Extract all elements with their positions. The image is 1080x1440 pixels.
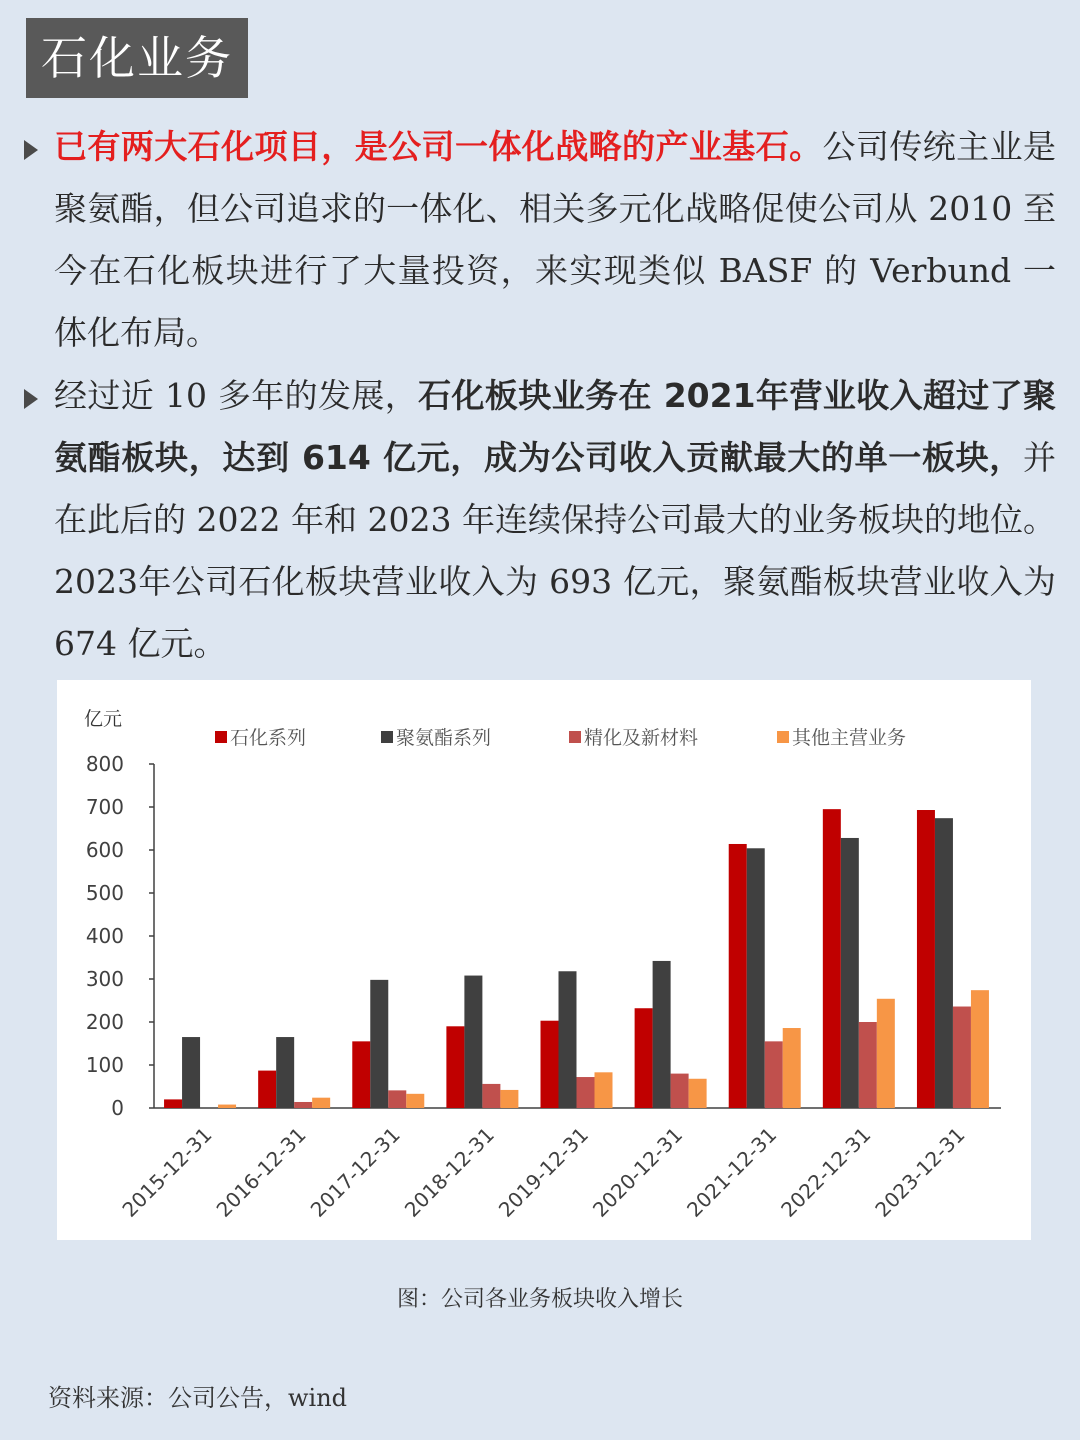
revenue-bar-chart xyxy=(57,680,1031,1240)
legend-label: 精化及新材料 xyxy=(584,727,699,749)
figure-caption: 图：公司各业务板块收入增长 xyxy=(396,1287,683,1312)
bar-3 xyxy=(765,1041,783,1108)
bar-4 xyxy=(406,1094,424,1108)
x-tick-label: 2022-12-31 xyxy=(776,1122,876,1222)
source-note: 资料来源：公司公告，wind xyxy=(48,1384,348,1412)
paragraph-2 xyxy=(54,365,1056,675)
bar-2 xyxy=(464,976,482,1108)
bar-3 xyxy=(859,1022,877,1108)
bar-1 xyxy=(352,1041,370,1108)
y-tick-label: 200 xyxy=(85,1010,124,1034)
y-tick-label: 0 xyxy=(111,1096,124,1120)
legend-label: 石化系列 xyxy=(230,727,307,749)
legend-swatch xyxy=(777,731,789,743)
bar-3 xyxy=(482,1084,500,1108)
paragraph-1-text: 公司传统主业是聚氨酯，但公司追求的一体化、相关多元化战略促使公司从 2010 至今在石化板块进行了大量投资，来实现类似 BASF 的 Verbund 一体化布局。 xyxy=(54,127,1057,352)
bar-4 xyxy=(218,1105,236,1108)
paragraph-1-highlight: 已有两大石化项目，是公司一体化战略的产业基石。 xyxy=(54,127,823,166)
section-title: 石化业务 xyxy=(26,18,248,98)
bullet-arrow-icon xyxy=(24,389,38,409)
bar-1 xyxy=(258,1071,276,1108)
legend-swatch xyxy=(215,731,227,743)
x-tick-label: 2020-12-31 xyxy=(587,1122,688,1222)
y-tick-label: 300 xyxy=(85,967,124,991)
y-tick-label: 400 xyxy=(85,924,124,948)
legend-swatch xyxy=(381,731,393,743)
bar-2 xyxy=(559,971,577,1108)
chart-svg xyxy=(57,680,1031,1240)
bar-1 xyxy=(729,844,747,1108)
paragraph-2-pre: 经过近 10 多年的发展， xyxy=(54,376,419,415)
bar-2 xyxy=(935,818,953,1108)
bar-1 xyxy=(823,809,841,1108)
paragraph-2-post: 并在此后的 2022 年和 2023 年连续保持公司最大的业务板块的地位。2023年公司石化板块营业收入为 693 亿元，聚氨酯板块营业收入为 674 亿元。 xyxy=(54,438,1056,663)
bar-3 xyxy=(953,1007,971,1108)
y-tick-label: 800 xyxy=(85,752,124,776)
paragraph-1 xyxy=(54,116,1056,364)
x-tick-label: 2018-12-31 xyxy=(399,1122,499,1222)
bar-4 xyxy=(312,1098,330,1108)
x-tick-label: 2019-12-31 xyxy=(493,1122,594,1222)
x-tick-label: 2016-12-31 xyxy=(211,1122,311,1222)
bar-4 xyxy=(783,1028,801,1108)
bar-2 xyxy=(182,1037,200,1108)
bar-1 xyxy=(635,1008,653,1108)
bar-1 xyxy=(446,1026,464,1108)
y-tick-label: 500 xyxy=(85,881,124,905)
bar-1 xyxy=(164,1099,182,1108)
bullet-arrow-icon xyxy=(24,140,38,160)
bar-2 xyxy=(370,980,388,1108)
bar-2 xyxy=(276,1037,294,1108)
bar-4 xyxy=(971,990,989,1108)
paragraph-2-bold: 石化板块业务在 2021年营业收入超过了聚氨酯板块，达到 614 亿元，成为公司收入贡献最大的单一板块， xyxy=(54,376,1056,477)
bar-4 xyxy=(500,1090,518,1108)
bar-4 xyxy=(877,999,895,1108)
legend-swatch xyxy=(569,731,581,743)
legend-label: 其他主营业务 xyxy=(792,727,907,749)
x-tick-label: 2023-12-31 xyxy=(870,1122,970,1222)
bar-2 xyxy=(653,961,671,1108)
x-tick-label: 2015-12-31 xyxy=(117,1122,217,1222)
bar-2 xyxy=(841,838,859,1108)
y-tick-label: 600 xyxy=(85,838,124,862)
legend-label: 聚氨酯系列 xyxy=(396,727,492,749)
x-tick-label: 2021-12-31 xyxy=(682,1122,782,1222)
bar-4 xyxy=(689,1079,707,1108)
bar-1 xyxy=(541,1021,559,1108)
bar-1 xyxy=(917,810,935,1108)
bar-3 xyxy=(671,1074,689,1108)
x-tick-label: 2017-12-31 xyxy=(305,1122,405,1222)
bar-3 xyxy=(294,1102,312,1108)
bar-3 xyxy=(577,1077,595,1108)
bar-4 xyxy=(595,1072,613,1108)
y-axis-unit-label: 亿元 xyxy=(84,708,123,730)
bar-3 xyxy=(388,1090,406,1108)
bar-2 xyxy=(747,848,765,1108)
y-tick-label: 700 xyxy=(85,795,124,819)
y-tick-label: 100 xyxy=(85,1053,124,1077)
